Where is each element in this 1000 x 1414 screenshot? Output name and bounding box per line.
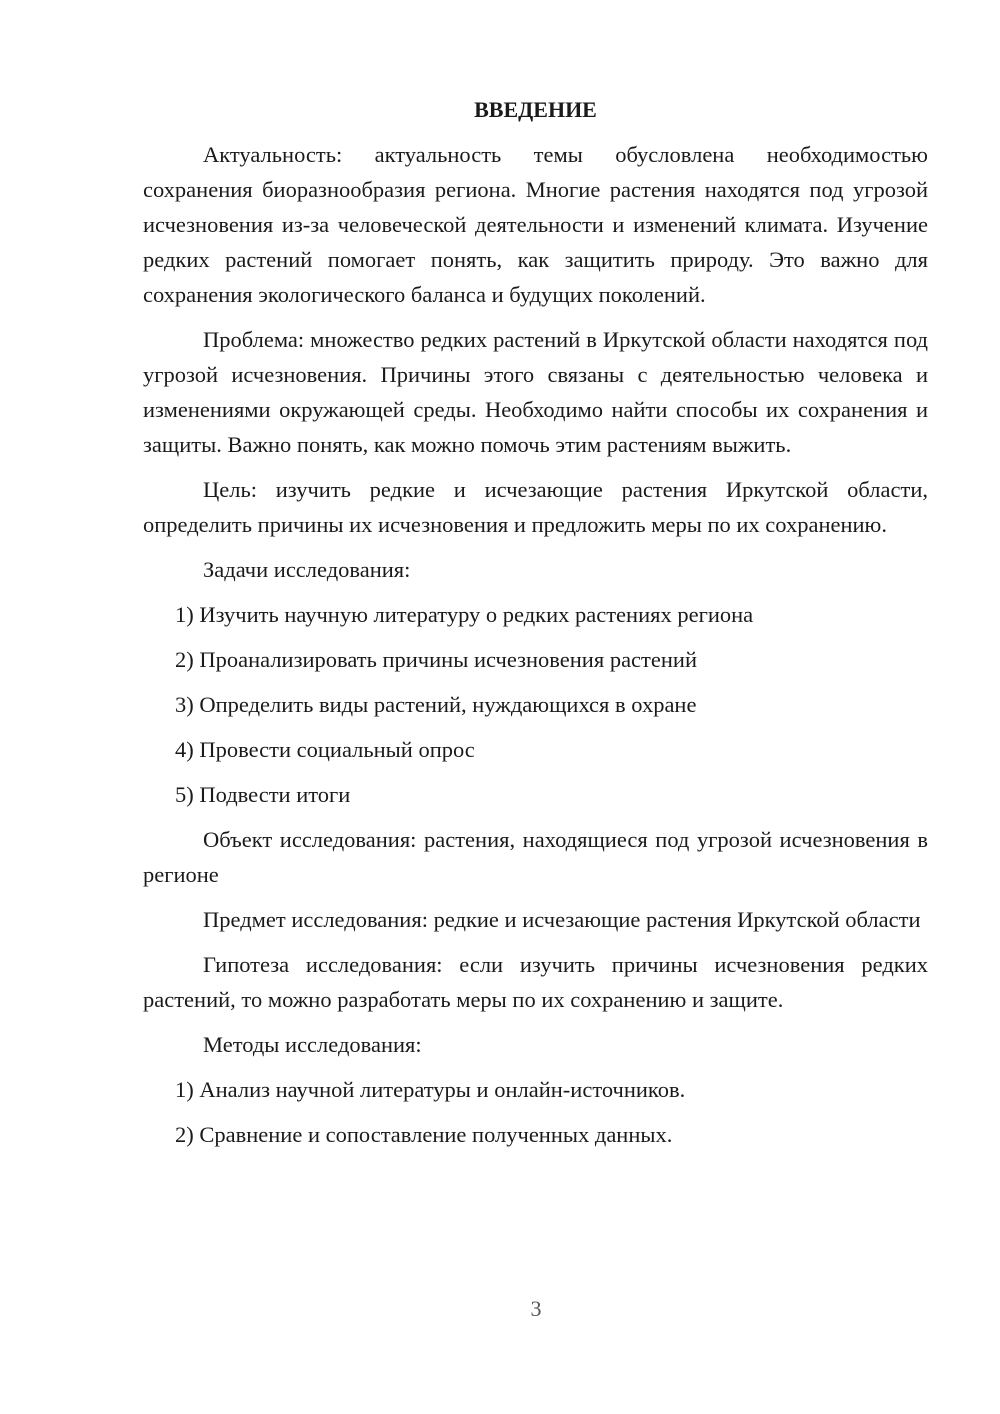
- page-number: 3: [530, 1296, 542, 1321]
- list-item: 4) Провести социальный опрос: [175, 737, 475, 762]
- methods-heading: Методы исследования:: [203, 1032, 422, 1057]
- page-title: ВВЕДЕНИЕ: [474, 97, 597, 122]
- list-item: 1) Анализ научной литературы и онлайн-источников.: [175, 1077, 686, 1102]
- hypothesis-paragraph: Гипотеза исследования: если изучить причины исчезновения редких растений, то можно разработать меры по их сохранению и защите.: [143, 952, 928, 1012]
- list-item: 2) Проанализировать причины исчезновения растений: [175, 647, 697, 672]
- object-paragraph: Объект исследования: растения, находящиеся под угрозой исчезновения в регионе: [143, 827, 928, 887]
- methods-list: [143, 1072, 928, 1152]
- goal-paragraph: Цель: изучить редкие и исчезающие растения Иркутской области, определить причины их исчезновения и предложить меры по их сохранению.: [143, 477, 928, 537]
- document-page: [143, 92, 928, 1162]
- list-item: 1) Изучить научную литературу о редких растениях региона: [175, 602, 754, 627]
- list-item: 3) Определить виды растений, нуждающихся в охране: [175, 692, 697, 717]
- problem-paragraph: Проблема: множество редких растений в Иркутской области находятся под угрозой исчезновения. Причины этого связаны с деятельностью человека и изменениями окружающей среды. Необходимо найти способы их сохранения и защиты. Важно понять, как можно помочь этим растениям выжить.: [143, 327, 928, 457]
- relevance-paragraph: Актуальность: актуальность темы обусловлена необходимостью сохранения биоразнообразия региона. Многие растения находятся под угрозой исчезновения из-за человеческой деятельности и изменений климата. Изучение редких растений помогает понять, как защитить природу. Это важно для сохранения экологического баланса и будущих поколений.: [143, 142, 928, 307]
- list-item: 2) Сравнение и сопоставление полученных данных.: [175, 1122, 673, 1147]
- list-item: 5) Подвести итоги: [175, 782, 351, 807]
- tasks-heading: Задачи исследования:: [203, 557, 411, 582]
- tasks-list: [143, 597, 928, 812]
- subject-paragraph: Предмет исследования: редкие и исчезающие растения Иркутской области: [203, 907, 921, 932]
